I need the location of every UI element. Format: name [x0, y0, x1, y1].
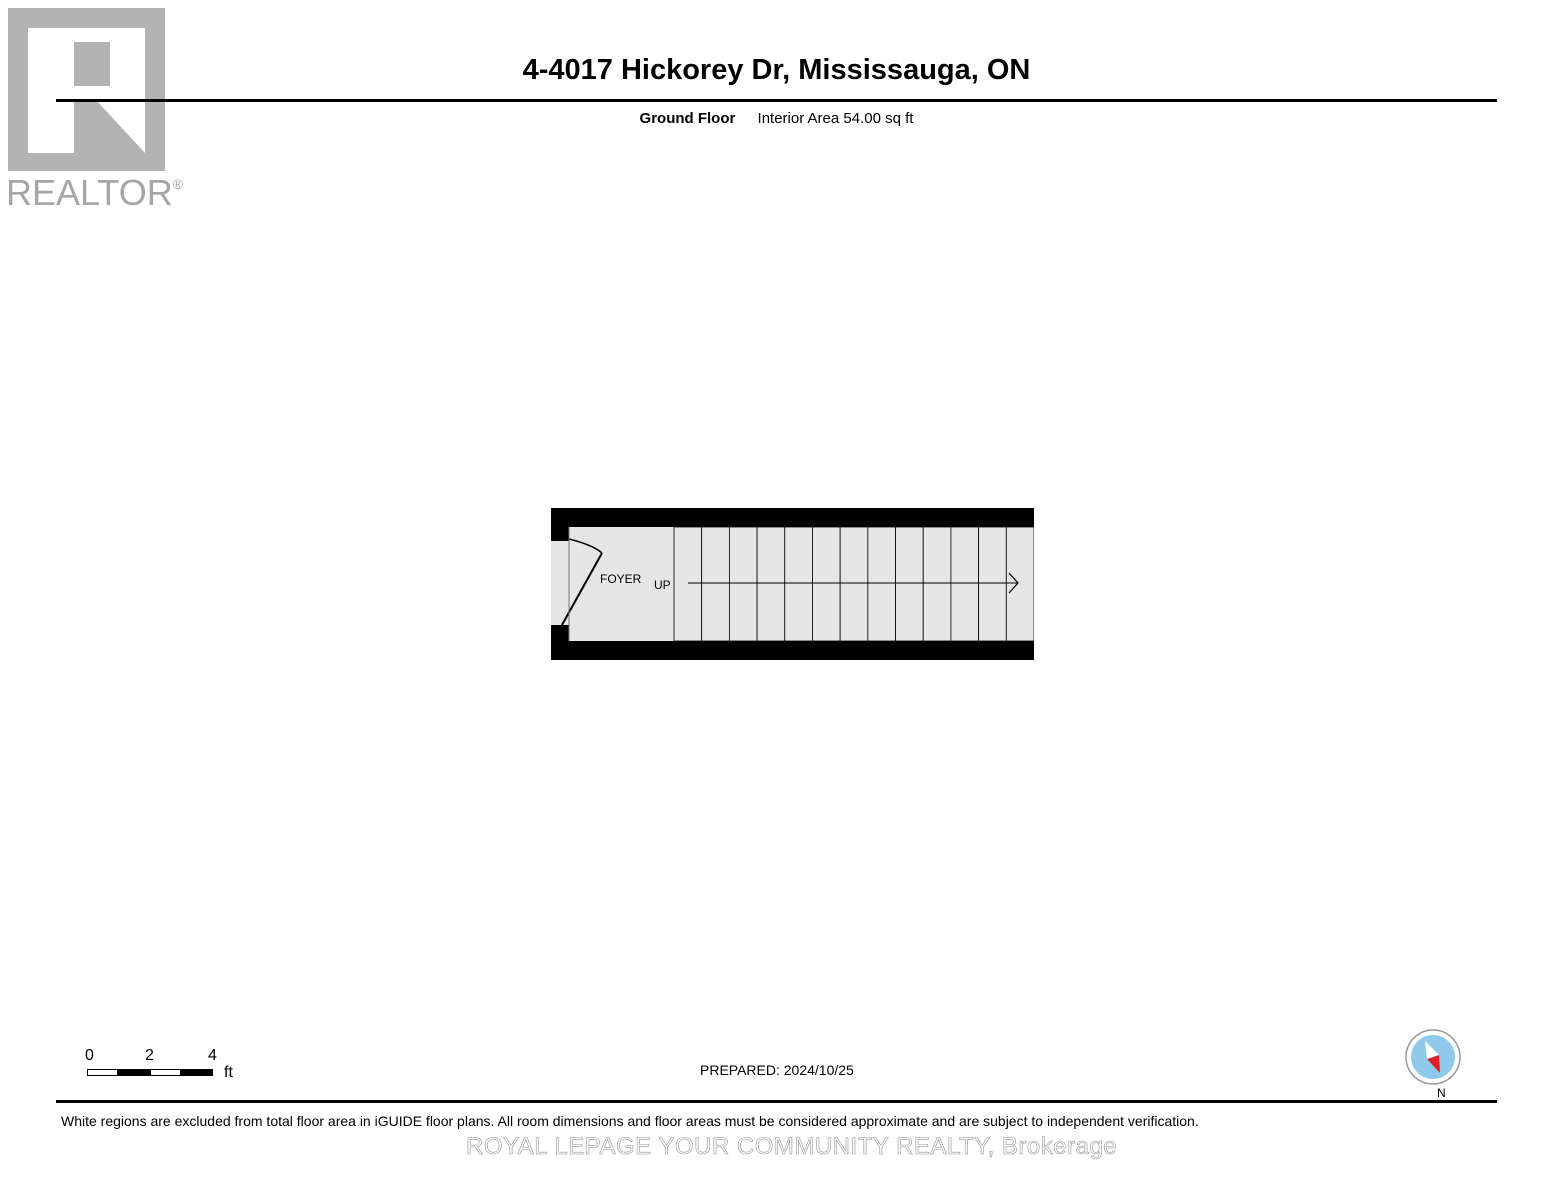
scale-label-2: 2: [145, 1047, 154, 1064]
scale-bar: [85, 1047, 255, 1087]
stair-tread: [812, 527, 840, 641]
stair-tread: [923, 527, 951, 641]
realtor-logo-mark: [8, 8, 165, 171]
compass-icon: [1403, 1028, 1465, 1100]
page-title: 4-4017 Hickorey Dr, Mississauga, ON: [522, 54, 1031, 86]
stair-tread: [729, 527, 757, 641]
stair-tread: [868, 527, 896, 641]
stair-tread: [702, 527, 730, 641]
scale-label-0: 0: [85, 1047, 94, 1064]
footer-divider: [56, 1100, 1497, 1103]
realtor-logo: [6, 6, 184, 213]
stair-tread: [757, 527, 785, 641]
compass-north-label: N: [1437, 1086, 1446, 1100]
stair-tread: [896, 527, 924, 641]
stair-label-up: UP: [654, 578, 671, 592]
header-divider: [56, 99, 1497, 102]
floor-area: Interior Area 54.00 sq ft: [757, 110, 914, 127]
realtor-logo-text: REALTOR®: [6, 172, 184, 213]
stair-tread: [785, 527, 813, 641]
floor-name: Ground Floor: [639, 110, 736, 127]
stair-tread: [674, 527, 702, 641]
floor-plan: [551, 508, 1034, 660]
stair-tread: [951, 527, 979, 641]
stair-treads: [674, 527, 1034, 641]
stair-tread: [1006, 527, 1034, 641]
entry-opening: [551, 541, 569, 625]
room-label-foyer: FOYER: [600, 572, 642, 586]
stair-tread: [979, 527, 1007, 641]
scale-unit: ft: [224, 1064, 233, 1081]
prepared-date: PREPARED: 2024/10/25: [700, 1062, 854, 1078]
stair-tread: [840, 527, 868, 641]
floor-summary: [0, 110, 1553, 127]
disclaimer-text: White regions are excluded from total floor area in iGUIDE floor plans. All room dimensions and floor areas must be considered approximate and are subject to independent verification.: [61, 1113, 1199, 1129]
scale-label-4: 4: [208, 1047, 217, 1064]
brokerage-watermark: ROYAL LEPAGE YOUR COMMUNITY REALTY, Brokerage: [466, 1133, 1118, 1160]
